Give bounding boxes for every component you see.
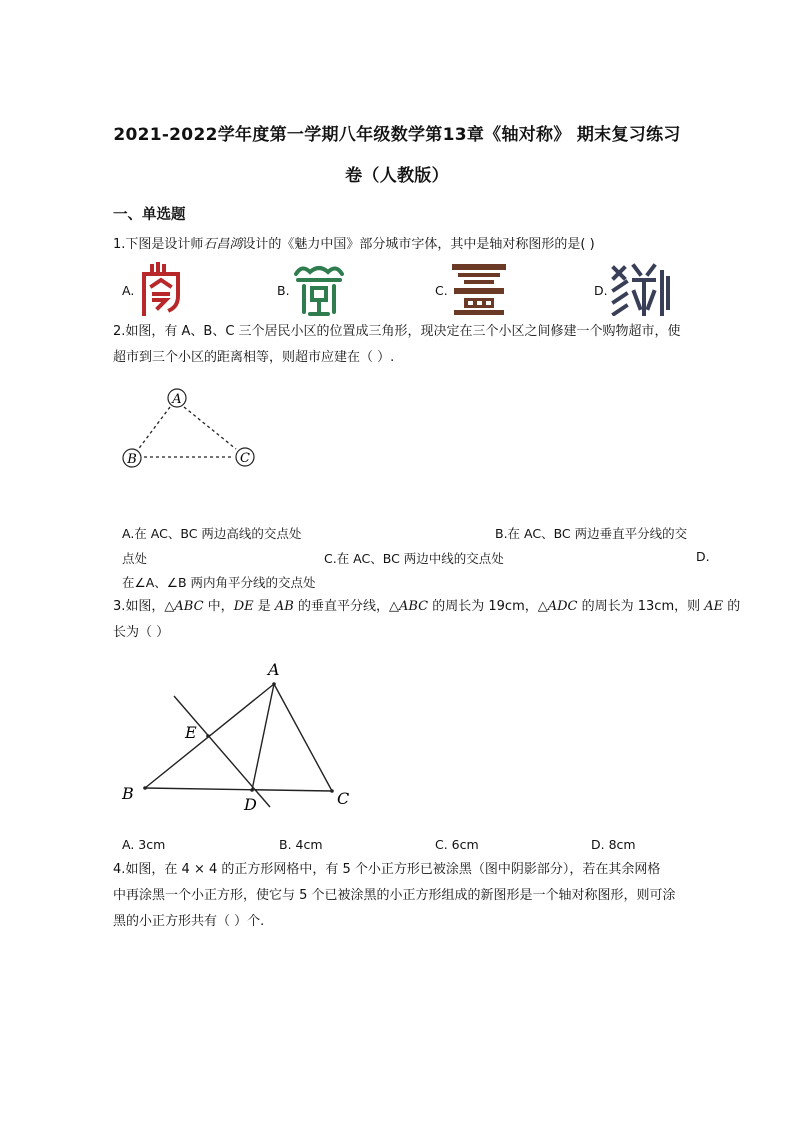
point-d-label: D [244,795,257,814]
city-font-a-icon [138,262,188,316]
side-bc [145,788,332,791]
side-ab [137,407,170,451]
question-3-line-2: 长为（ ） [113,625,170,640]
question-1-text: 1.下图是设计师石昌鸿设计的《魅力中国》部分城市字体，其中是轴对称图形的是( ) [113,237,595,252]
q2-option-b: B.在 AC、BC 两边垂直平分线的交 [495,526,688,541]
point-b-label: B [122,784,134,803]
question-2-line-1: 2.如图，有 A、B、C 三个居民小区的位置成三角形，现决定在三个小区之间修建一个购物超市，使 [113,324,681,339]
q2-option-a: A.在 AC、BC 两边高线的交点处 [122,526,302,541]
q1-option-b-label: B. [277,283,290,298]
side-ac [274,684,332,791]
q2-option-d-label: D. [696,549,710,564]
point-e-label: E [185,723,197,742]
designer-name: 石昌鸿 [203,237,243,252]
question-3-line-1: 3.如图，△ABC 中，DE 是 AB 的垂直平分线，△ABC 的周长为 19cm，△ADC 的周长为 13cm，则 AE 的 [113,599,741,614]
q2-option-d: 在∠A、∠B 两内角平分线的交点处 [122,575,316,590]
city-font-c-icon [450,262,508,316]
page-title: 2021-2022学年度第一学期八年级数学第13章《轴对称》 期末复习练习 [113,125,681,145]
point-c-label: C [240,451,250,466]
question-4-line-1: 4.如图，在 4 × 4 的正方形网格中，有 5 个小正方形已被涂黑（图中阴影部分），若在其余网格 [113,862,661,877]
question-4-line-2: 中再涂黑一个小正方形，使它与 5 个已被涂黑的小正方形组成的新图形是一个轴对称图形，则可涂 [113,888,676,903]
q3-option-d: D. 8cm [591,837,636,852]
section-header: 一、单选题 [113,207,186,223]
question-4-line-3: 黑的小正方形共有（ ）个. [113,914,265,929]
q3-option-b: B. 4cm [279,837,323,852]
q1-option-c-label: C. [435,283,448,298]
q1-option-d-label: D. [594,283,608,298]
q1-option-a-label: A. [122,283,135,298]
q2-option-b-continued: 点处 [122,551,148,566]
q3-option-c: C. 6cm [435,837,479,852]
triangle-abc-figure [110,380,270,480]
point-c-label: C [337,789,350,808]
side-ac [184,407,236,449]
page-title-continued: 卷（人教版） [345,166,449,186]
point-b-label: B [127,452,137,467]
point-a-label: A [172,392,182,407]
city-font-d-icon [610,262,674,316]
question-2-line-2: 超市到三个小区的距离相等，则超市应建在（ ）. [113,350,395,365]
q3-option-a: A. 3cm [122,837,166,852]
q2-option-c: C.在 AC、BC 两边中线的交点处 [324,551,504,566]
city-font-b-icon [290,262,348,316]
perpendicular-bisector-de [174,696,270,807]
triangle-ade-figure [110,650,370,822]
point-a-label: A [268,660,280,679]
